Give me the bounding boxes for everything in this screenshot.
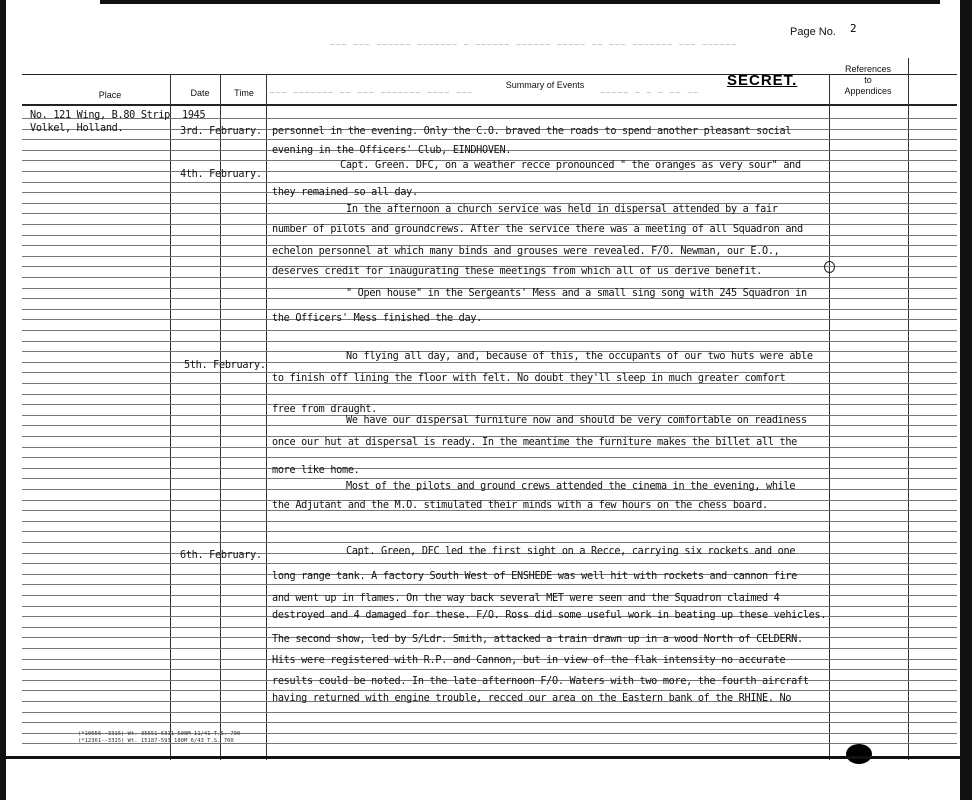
date-5th-feb: 5th. February. — [184, 360, 266, 371]
summary-line: results could be noted. In the late afternoon F/O. Waters with two more, the fourth aircraft — [272, 676, 809, 687]
summary-line: The second show, led by S/Ldr. Smith, attacked a train drawn up in a wood North of CELDERN. — [272, 634, 803, 645]
summary-line: " Open house" in the Sergeants' Mess and a small sing song with 245 Squadron in — [346, 288, 807, 299]
ruled-line — [22, 521, 957, 522]
place-header: Place — [98, 90, 122, 100]
summary-line: the Officers' Mess finished the day. — [272, 313, 483, 324]
footer-line-2: (*12361--3315) Wt. 15187-593 180M 6/43 T.S. 700 — [78, 738, 234, 744]
year-entry: 1945 — [182, 110, 206, 121]
summary-line: they remained so all day. — [272, 187, 418, 198]
ruled-line — [22, 277, 957, 278]
summary-line: Hits were registered with R.P. and Cannon, but in view of the flak intensity no accurate — [272, 655, 786, 666]
summary-line: In the afternoon a church service was held in dispersal attended by a fair — [346, 204, 778, 215]
scan-blob — [846, 744, 872, 764]
col-divider-place — [170, 74, 171, 760]
document-page — [22, 8, 957, 768]
place-line-2: Volkel, Holland. — [30, 123, 124, 134]
summary-line: more like home. — [272, 465, 360, 476]
ruled-line — [22, 330, 957, 331]
ruled-line — [22, 457, 957, 458]
footer-line-1: (*10656--3315) Wt. 35651-6311 500M 11/41 T.S. 700 — [78, 731, 241, 737]
ruled-line — [22, 468, 957, 469]
summary-line: We have our dispersal furniture now and should be very comfortable on readiness — [346, 415, 807, 426]
summary-line: number of pilots and groundcrews. After the service there was a meeting of all Squadron and — [272, 224, 803, 235]
col-divider-time — [266, 74, 267, 760]
ruled-line — [22, 341, 957, 342]
ruled-line — [22, 182, 957, 183]
ruled-line — [22, 394, 957, 395]
ruled-line — [22, 690, 957, 691]
summary-line: Capt. Green. DFC, on a weather recce pronounced " the oranges as very sour" and — [340, 160, 801, 171]
ruled-line — [22, 478, 957, 479]
faint-bleed-text: ~~~ ~~~ ~~~~~~ ~~~~~~~ ~ ~~~~~~ ~~~~~~ ~~~~~ ~~ ~~~ ~~~~~~~ ~~~ ~~~~~~ — [330, 40, 738, 49]
ruled-line — [22, 648, 957, 649]
ruled-line — [22, 584, 957, 585]
ruled-line — [22, 404, 957, 405]
summary-line: destroyed and 4 damaged for these. F/O. Ross did some useful work in beating up these vehicles. — [272, 610, 827, 621]
summary-line: evening in the Officers' Club, EINDHOVEN. — [272, 145, 512, 156]
summary-line: No flying all day, and, because of this, the occupants of our two huts were able — [346, 351, 813, 362]
summary-line: Most of the pilots and ground crews attended the cinema in the evening, while — [346, 481, 796, 492]
appendices-header: Appendices — [844, 86, 892, 96]
col-divider-summary — [829, 74, 830, 760]
ruled-line — [22, 669, 957, 670]
summary-header: Summary of Events — [505, 80, 585, 90]
summary-line: the Adjutant and the M.O. stimulated their minds with a few hours on the chess board. — [272, 500, 768, 511]
time-header: Time — [234, 88, 254, 98]
header-bottom-rule — [22, 104, 957, 106]
summary-line: once our hut at dispersal is ready. In the meantime the furniture makes the billet all the — [272, 437, 798, 448]
summary-line: Capt. Green, DFC led the first sight on a Recce, carrying six rockets and one — [346, 546, 796, 557]
ruled-line — [22, 171, 957, 172]
ruled-line — [22, 712, 957, 713]
secret-stamp: SECRET. — [727, 72, 798, 89]
faint-bleed-text-2: ~~~ ~~~~~~~ ~~ ~~~ ~~~~~~~ ~~~~ ~~~ — [270, 88, 474, 97]
summary-line: free from draught. — [272, 404, 378, 415]
page-number-label: Page No. — [790, 26, 836, 38]
faint-bleed-text-3: ~~~~~ ~ ~ ~ ~~ ~~ — [600, 88, 699, 97]
summary-line: deserves credit for inaugurating these meetings from which all of us derive benefit. — [272, 266, 763, 277]
summary-line: and went up in flames. On the way back several MET were seen and the Squadron claimed 4 — [272, 593, 780, 604]
summary-line: to finish off lining the floor with felt. No doubt they'll sleep in much greater comfort — [272, 373, 786, 384]
pen-circle-mark — [824, 261, 835, 273]
summary-line: long range tank. A factory South West of ENSHEDE was well hit with rockets and cannon fire — [272, 571, 798, 582]
summary-line: having returned with engine trouble, recced our area on the Eastern bank of the RHINE. No — [272, 693, 792, 704]
ruled-line — [22, 192, 957, 193]
ruled-line — [22, 627, 957, 628]
bottom-edge — [0, 756, 972, 759]
ruled-line — [22, 319, 957, 320]
date-header: Date — [190, 88, 210, 98]
ruled-line — [22, 309, 957, 310]
ruled-line — [22, 139, 957, 140]
summary-line: echelon personnel at which many binds and grouses were revealed. F/O. Newman, our E.O., — [272, 246, 780, 257]
date-6th-feb: 6th. February. — [180, 550, 262, 561]
ruled-line — [22, 362, 957, 363]
date-3rd-feb: 3rd. February. — [180, 126, 262, 137]
references-header: References — [844, 64, 892, 74]
references-to-header: to — [864, 75, 872, 85]
ruled-line — [22, 531, 957, 532]
ruled-line — [22, 606, 957, 607]
col-divider-references — [908, 58, 909, 760]
ruled-line — [22, 542, 957, 543]
ruled-line — [22, 235, 957, 236]
place-line-1: No. 121 Wing, B.80 Strip — [30, 110, 171, 121]
top-edge — [100, 0, 940, 4]
ruled-line — [22, 563, 957, 564]
summary-line: personnel in the evening. Only the C.O. braved the roads to spend another pleasant social — [272, 126, 792, 137]
page-number-value: 2 — [850, 22, 857, 35]
ruled-line — [22, 722, 957, 723]
header-top-rule — [22, 74, 957, 75]
date-4th-feb: 4th. February. — [180, 169, 262, 180]
